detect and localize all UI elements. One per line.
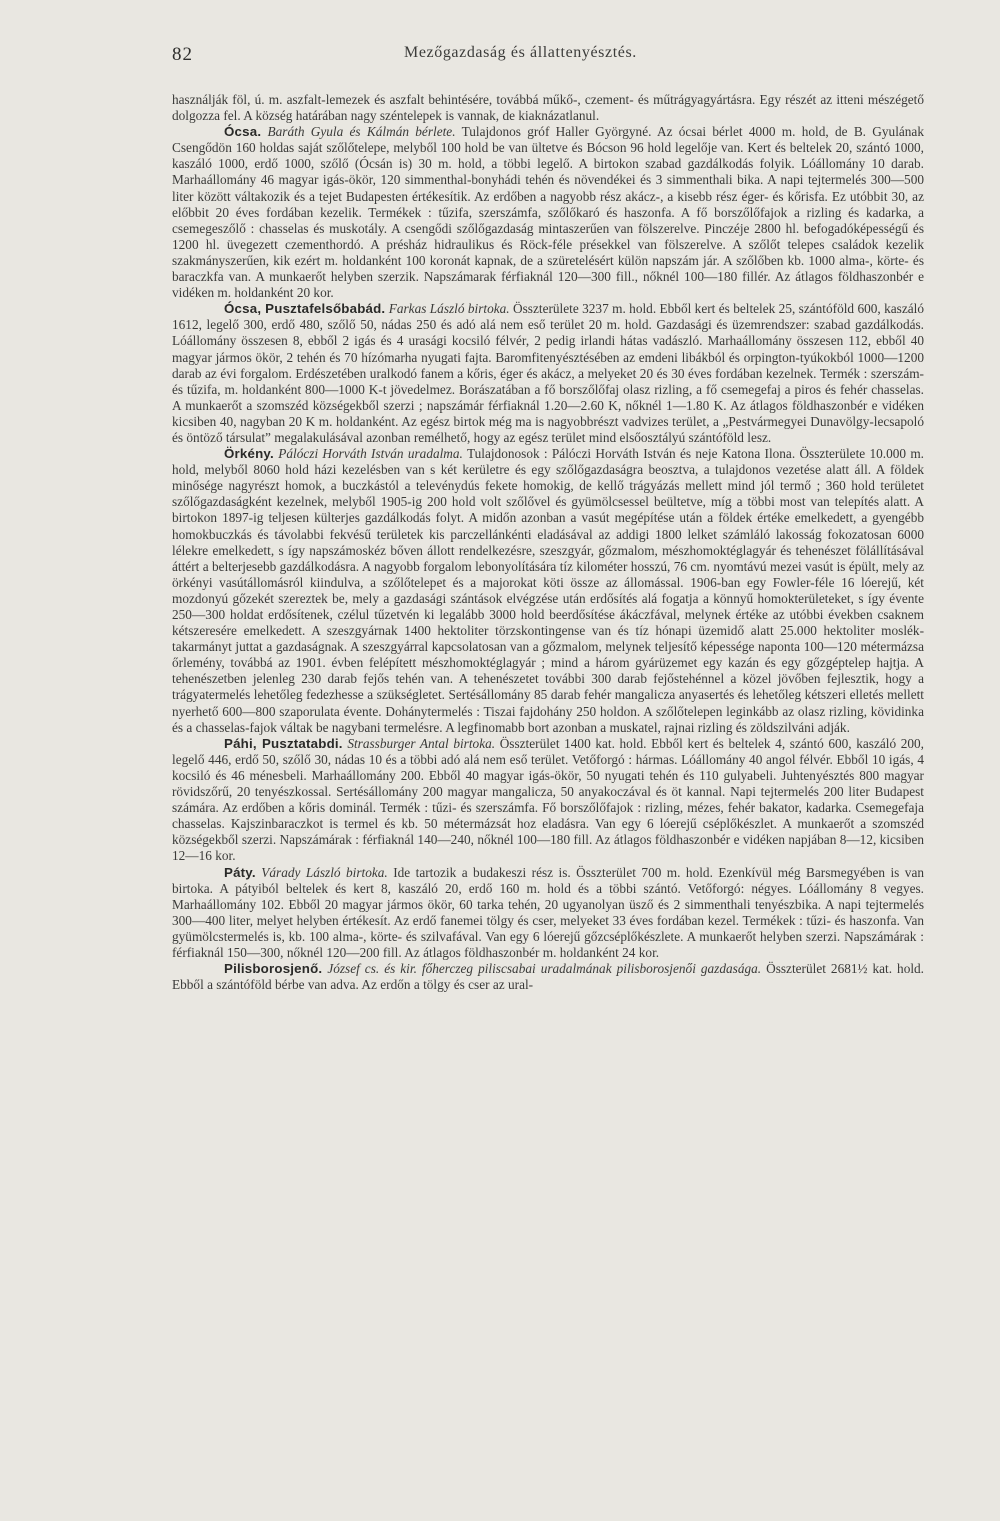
place-name: Páty.: [224, 864, 256, 880]
owner-name: Baráth Gyula és Kálmán bérlete.: [267, 124, 456, 140]
owner-name: Pálóczi Horváth István uradalma.: [278, 446, 463, 462]
body-text: [172, 92, 924, 993]
entry-ocsa-pusztafelsobabad: [172, 301, 924, 446]
entry-paty: [172, 865, 924, 962]
paragraph-text: használják föl, ú. m. aszfalt-lemezek és aszfalt behintésére, továbbá műkő-, czement- és műtrágyagyártásra. Egy részét az itteni mészégető dolgozza fel. A község határában nagy széntelepek is vannak, de kiaknázatlanul.: [172, 92, 924, 124]
place-name: Páhi, Pusztatabdi.: [224, 735, 343, 751]
owner-name: Strassburger Antal birtoka.: [347, 735, 496, 751]
owner-name: Farkas László birtoka.: [388, 301, 510, 317]
owner-name: Várady László birtoka.: [261, 864, 388, 880]
paragraph-continuation: [172, 92, 924, 124]
entry-text: Tulajdonos gróf Haller Györgyné. Az ócsai bérlet 4000 m. hold, de B. Gyulának Csengődön 160 holdas saját szőlőtelepe, melyből 100 hold be van ültetve és Bócson 96 hold legelője van. Kert és beltelek 20, szántó 1000, kaszáló 1000, erdő 1000, szőlő (Ócsán is) 30 m. hold, a többi legelő. A birtokon szabad gazdálkodás folyik. Lóállomány 10 darab. Marhaállomány 46 magyar igás-ökör, 120 simmenthal-bonyhádi tehén és növendékei és 3 simmenthali bika. A napi tejtermelés 300—500 liter között váltakozik és a tejet Budapesten értékesítik. Az erdőben a nagyobb rész akácz-, a kisebb rész éger- és kőrisfa. Ez utóbbit 30, az előbbit 20 éves fordában kezelik. Termékek : tűzifa, szerszámfa, szőlőkaró és haszonfa. A fő borszőlőfajok a rizling és kadarka, a csemegeszőlő : chasselas és muskotály. A csengődi szőlőgazdaság mintaszerűen van fölszerelve. Pinczéje 2800 hl. befogadóképességű és 1200 hl. üvegezett czementhordó. A présház hidraulikus és Röck-féle présekkel van fölszerelve. A szőlőt telepes családok kezelik szakmányszerűen, kik ezért m. holdanként 100 koronát kapnak, de a szüretelésért külön napszám jár. A szőlőben kb. 1000 alma-, körte- és baraczkfa van. A munkaerőt helyben szerzik. Napszámarak férfiaknál 120—300 fill., nőknél 100—180 fillér. Az átlagos földhaszonbér e vidéken m. holdanként 20 kor.: [172, 124, 924, 301]
page-number: 82: [172, 44, 193, 65]
place-name: Ócsa, Pusztafelsőbabád.: [224, 301, 386, 317]
page-title: Mezőgazdaság és állattenyésztés.: [404, 44, 637, 61]
running-head: [172, 44, 932, 74]
place-name: Örkény.: [224, 446, 274, 462]
entry-text: Összterület 2681½ kat. hold. Ebből a szántóföld bérbe van adva. Az erdőn a tölgy és cser az ural-: [172, 961, 925, 993]
entry-orkeny: [172, 446, 924, 736]
entry-text: Tulajdonosok : Pálóczi Horváth István és neje Katona Ilona. Összterülete 10.000 m. hold, melyből 8060 hold házi kezelésben van s két kerületre és egy szőlőgazdaságra beosztva, a tulajdonos vezetése alatt áll. A földek minősége nagyrészt homok, a buczkástól a televénydús fekete homokig, de kellő trágyázás mellett mind jól termő ; 360 hold területet szőlőgazdaságként kezelnek, melyből 1905-ig 200 hold volt szőlővel és gyümölcsessel beültetve, míg a többi most van telepítés alatt. A birtokon 1897-ig teljesen külterjes gazdálkodás folyt. A midőn azonban a vasút megépítése után a földek értéke emelkedett, a gyengébb homokbuczkás és távolabbi fekvésű területek kis parczellánkénti eladásával az addigi 1800 lelket számláló lakosság fokozatosan 6000 lélekre emelkedett, s így napszámoskéz bőven állott rendelkezésre, szeszgyár, gőzmalom, mészhomoktéglagyár és tehenészet fölállításával áttért a belterjesebb gazdálkodásra. A nagyobb forgalom lebonyolítására tíz kilométer hosszú, 76 cm. nyomtávú mezei vasút is épült, mely az örkényi vasútállomásról kiindulva, a szőlőtelepet és a majorokat köti össze az állomással. 1906-ban egy Fowler-féle 16 lóerejű, két mozdonyú gőzekét szereztek be, mely a gazdasági szántások elvégzése után erdősítés alá fogatja a könnyű homokterületeket, s így évente 250—300 holdat erdősítenek, czélul tűzetvén ki legalább 3000 hold beerdősítése ákáczfával, melynek értéke az utóbbi években csaknem kétszeresére emelkedett. A szeszgyárnak 1400 hektoliter törzskontingense van és tíz hónapi üzemidő alatt 25.000 hektoliter moslék-takarmányt juttat a gazdaságnak. A szeszgyárral kapcsolatosan van a gőzmalom, melynek teljesítő képessége naponta 100—120 métermázsa őrlemény, továbbá az 1901. évben felépített mészhomoktéglagyár ; mind a három gyárüzemet egy kazán és egy gőzgéptelep hajtja. A tehenészetben jelenleg 230 darab fejős tehén van. A tehenészetet további 300 darab fejőstehénnel a közel jövőben fejlesztik, hogy a trágyatermelés lehetőleg fedezhesse a szükségletet. Sertésállomány 85 darab fehér mangalicza anyasertés és lehetőleg kétszeri elletés mellett nyerhető 600—800 szaporulata évente. Dohánytermelés : Tiszai fajdohány 250 holdon. A szőlőtelepen leginkább az olasz rizling, kövidinka és a chasselas-fajok váltak be nagybani termelésre. A legfinomabb bort azonban a muskatel, rajnai rizling és zöldszilváni adják.: [172, 446, 925, 735]
entry-pahi-pusztatabdi: [172, 736, 924, 865]
entry-text: Összterület 1400 kat. hold. Ebből kert és beltelek 4, szántó 600, kaszáló 200, legelő 446, erdő 50, szőlő 30, nádas 10 és a többi adó alá nem eső terület. Vetőforgó : hármas. Lóállomány 40 angol félvér. Ebből 10 igás, 4 kocsiló és 46 ménesbeli. Marhaállomány 200. Ebből 40 magyar igás-ökör, 50 nyugati tehén és 110 gulyabeli. Juhtenyésztés 800 magyar rövidszőrű, 20 tenyészkossal. Sertésállomány 200 magyar mangalicza, 50 anyakoczával és öt kannal. Napi tejtermelés 200 liter Budapest számára. Az erdőben a kőris dominál. Termék : tűzi- és szerszámfa. Fő borszőlőfajok : rizling, mézes, fehér bakator, kadarka. Csemegefaja chasselas. Kajszinbaraczkot is termel és kb. 50 métermázsát hoz eladásra. Van egy 6 lóerejű cséplőkészlet. A munkaerőt a szomszéd községekből szerzi. Napszámárak : férfiaknál 140—240, nőknél 100—180 fill. Az átlagos földhaszonbér e vidéken napjában 8—12, kicsiben 12—16 kor.: [172, 735, 925, 864]
place-name: Ócsa.: [224, 124, 262, 140]
entry-text: Ide tartozik a budakeszi rész is. Összterület 700 m. hold. Ezenkívül még Barsmegyében is van birtoka. A pátyiból beltelek és kert 8, kaszáló 20, erdő 160 m. hold és a többi szántó. Vetőforgó: négyes. Lóállomány 8 vegyes. Marhaállomány 102. Ebből 20 magyar jármos ökör, 60 tarka tehén, 20 ugyanolyan üsző és 2 simmenthali tenyészbika. A napi tejtermelés 300—400 liter, melyet helyben értékesít. Az erdő fanemei tölgy és cser, melyeket 33 éves fordában kezel. Termékek : tűzi- és haszonfa. Van gyümölcstermelés is, kb. 100 alma-, körte- és szilvafával. Van egy 6 lóerejű gőzcséplőkészlete. A munkaerőt helyben szerzi. Napszámárak : férfiaknál 150—300, nőknél 120—200 fill. Az átlagos földhaszonbér m. holdanként 24 kor.: [172, 864, 925, 960]
place-name: Pilisborosjenő.: [224, 961, 323, 977]
owner-name: József cs. és kir. főherczeg piliscsabai uradalmának pilisborosjenői gazdasága.: [327, 961, 762, 977]
entry-ocsa: [172, 124, 924, 301]
entry-text: Összterülete 3237 m. hold. Ebből kert és beltelek 25, szántóföld 600, kaszáló 1612, legelő 300, erdő 480, szőlő 50, nádas 250 és adó alá nem eső terület 20 m. hold. Gazdasági és üzemrendszer: szabad gazdálkodás. Lóállomány összesen 8, ebből 2 igás és 4 urasági kocsiló félvér, 2 pedig irlandi hátas vadászló. Marhaállomány összesen 112, ebből 40 magyar jármos ökör, 2 tehén és 70 hízómarha nyugati fajta. Baromfitenyésztésében az emdeni libákból és orpington-tyúkokból 1000—1200 darab az évi forgalom. Erdészetében uralkodó fanem a kőris, éger és akácz, a melyeket 20 és 30 éves fordában kezelnek. Termék : szerszám- és tűzifa, m. holdanként 800—1000 K-t jövedelmez. Borászatában a fő borszőlőfaj olasz rizling, a fő csemegefaj a piros és fehér chasselas. A munkaerőt a szomszéd községekből szerzi ; napszámár férfiaknál 1.20—2.60 K, nőknél 1—1.80 K. Az átlagos földhaszonbér e vidéken kicsiben 40, nagyban 20 K m. holdanként. Az egész birtok még ma is nagyobbrészt vadvizes terület, a „Pestvármegyei Dunavölgy-lecsapoló és öntöző társulat” megalakulásával azonban remélhető, hogy az egész terület mind elsőosztályú szántóföld lesz.: [172, 301, 924, 445]
entry-pilisborosjeno: [172, 961, 924, 993]
